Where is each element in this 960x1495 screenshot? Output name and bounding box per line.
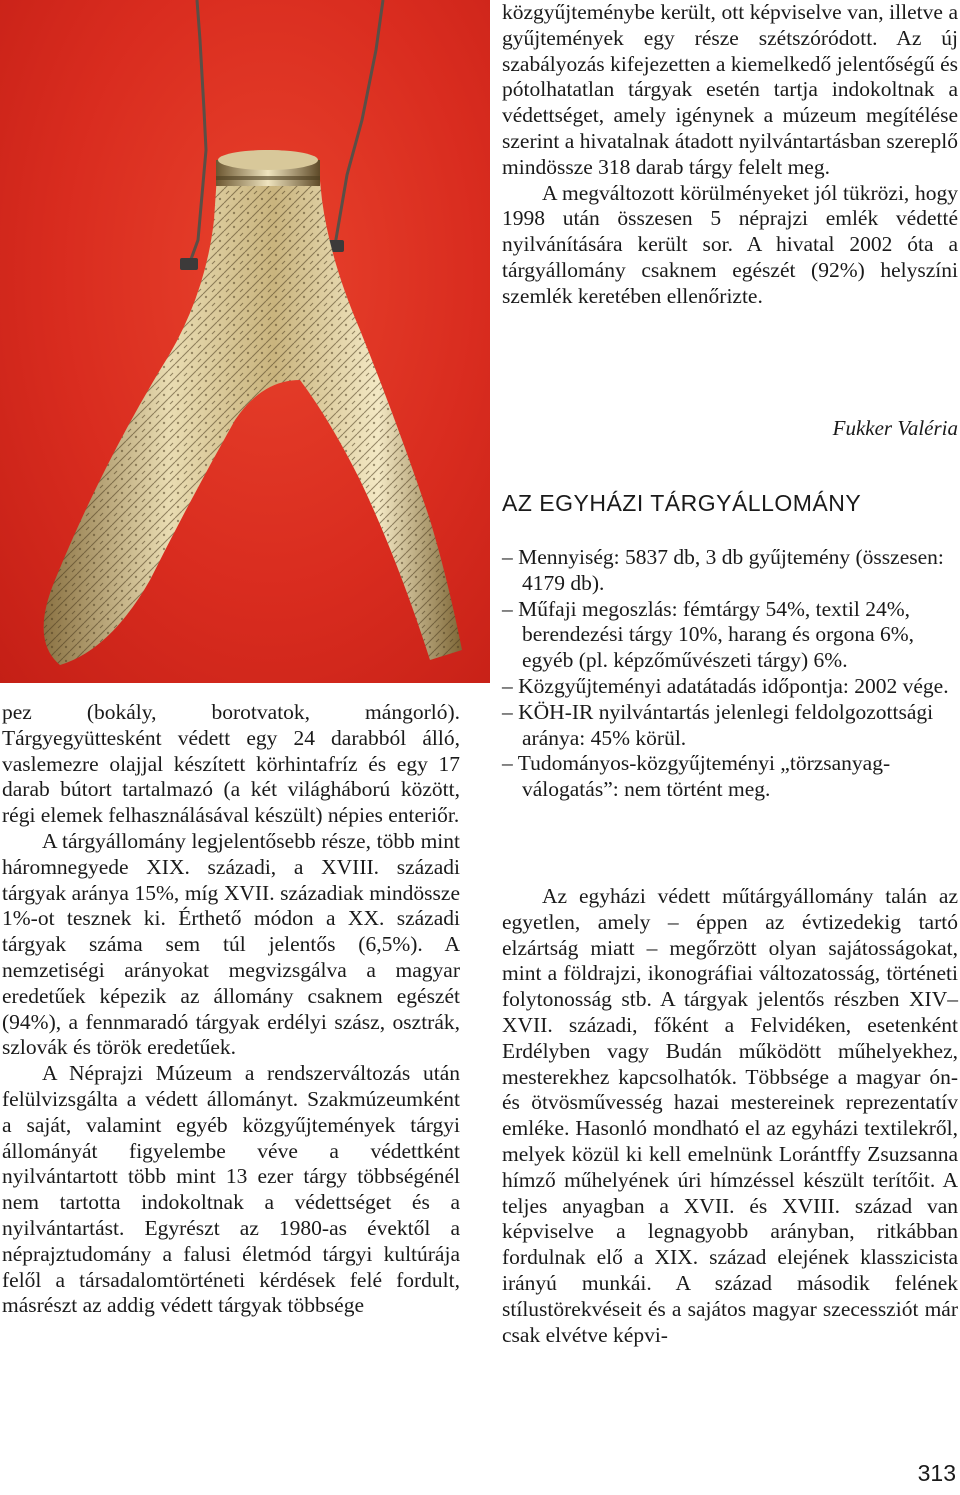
left-column <box>2 700 460 1319</box>
paragraph: Az egyházi védett műtárgyállomány talán az egyetlen, amely – éppen az évtizedekig tartó elzártság miatt – megőrzött olyan sajátosságokat, mint a földrajzi, ikonográfiai változatosság, történeti folytonosság stb. A tárgyak jelentős részben XIV–XVII. századi, főként a Felvidéken, esetenként Erdélyben vagy Budán működött műhelyekhez, mesterekhez kapcsolhatók. Többsége a magyar ón- és ötvösművesség hazai mestereinek reprezentatív emléke. Hasonló mondható el az egyházi textilekről, melyek közül ki kell emelnünk Lorántffy Zsuzsanna hímző műhelyének úri hímzéssel készült terítőit. A teljes anyagban a XVII. és XVIII. század van képviselve a legnagyobb arányban, ritkábban fordulnak elő a XIX. század elejének klasszicista irányú munkái. A század második felének stílustörekvéseit és a sajátos magyar szecessziót már csak elvétve képvi- <box>502 884 958 1347</box>
paragraph: pez (bokály, borotvatok, mángorló). Tárgyegyüttesként védett egy 24 darabból álló, vaslemezre olajjal készített körhintafríz és egy 17 darab bútort tartalmazó (a két világháború között, régi elemek felhasználásával készült) népies enteriőr. <box>2 700 460 828</box>
paragraph: A tárgyállomány legjelentősebb része, több mint háromnegyede XIX. századi, a XVIII. századi tárgyak aránya 15%, míg XVII. századiak mindössze 1%-ot tesznek ki. Érthető módon a XX. századi tárgyak száma sem túl jelentős (6,5%). A nemzetiségi arányokat megvizsgálva a magyar eredetűek képezik az állomány csaknem egészét (94%), a fennmaradó tárgyak erdélyi szász, osztrák, szlovák és török eredetűek. <box>2 828 460 1060</box>
photo <box>0 0 490 683</box>
author-signature: Fukker Valéria <box>832 416 958 440</box>
page-number: 313 <box>917 1460 956 1486</box>
paragraph: A megváltozott körülményeket jól tükrözi, hogy 1998 után összesen 5 néprajzi emlék védetté nyilvánítására került sor. A hivatal 2002 óta a tárgyállomány csaknem egészét (92%) helyszíni szemlék keretében ellenőrizte. <box>502 180 958 308</box>
right-column-bottom <box>502 884 958 1348</box>
bone-powder-horn-image <box>0 0 490 683</box>
list-item: – KÖH-IR nyilvántartás jelenlegi feldolgozottsági aránya: 45% körül. <box>502 699 934 750</box>
list-item: – Tudományos-közgyűjteményi „törzsanyag-válogatás”: nem történt meg. <box>502 751 891 802</box>
paragraph: A Néprajzi Múzeum a rendszerváltozás után felülvizsgálta a védett állományt. Szakmúzeumként a saját, valamint egyéb közgyűjtemények tárgyi állományát figyelembe véve a védettként nyilvántartott több mint 13 ezer tárgy többségénél nem tartotta indokoltnak a védettséget és a nyilvántartást. Egyrészt az 1980-as évektől a néprajztudomány a falusi életmód tárgyi kultúrája felől a társadalomtörténeti kérdések felé fordult, másrészt az addig védett tárgyak többsége <box>2 1061 460 1318</box>
list-item: – Közgyűjteményi adatátadás időpontja: 2002 vége. <box>502 673 949 698</box>
list-item: – Mennyiség: 5837 db, 3 db gyűjtemény (összesen: 4179 db). <box>502 545 944 595</box>
list-item: – Műfaji megoszlás: fémtárgy 54%, textil 24%, berendezési tárgy 10%, harang és orgona 6%, egyéb (pl. képzőművészeti tárgy) 6%. <box>502 596 915 673</box>
paragraph: közgyűjteménybe került, ott képviselve van, illetve a gyűjtemények egy része szétszóródott. Az új szabályozás kifejezetten a kiemelkedő jelentőségű és pótolhatatlan tárgyak esetén tartja indokoltnak a védettséget, amely igénynek a múzeum megítélése szerint a hivatalnak átadott nyilvántartásban szereplő mindössze 318 darab tárgy felelt meg. <box>502 0 958 179</box>
facts-list <box>502 545 958 803</box>
section-title: AZ EGYHÁZI TÁRGYÁLLOMÁNY <box>502 490 862 516</box>
right-column-top <box>502 0 958 310</box>
